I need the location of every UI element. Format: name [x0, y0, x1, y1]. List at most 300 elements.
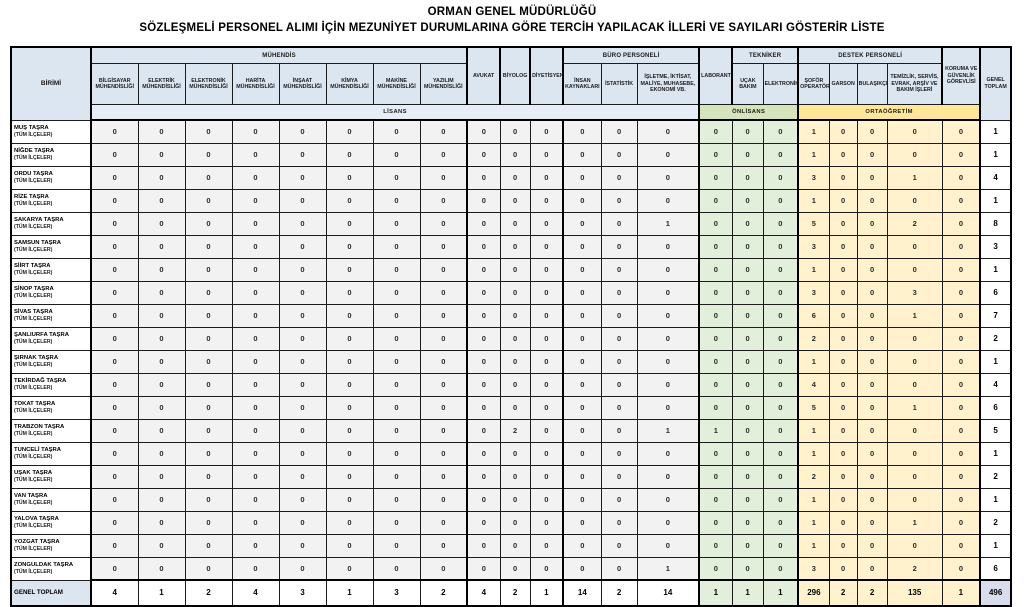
row-label-sub: (TÜM İLÇELER)	[14, 247, 53, 253]
value-cell: 0	[942, 281, 980, 304]
row-label-name: UŞAK TAŞRA	[14, 469, 53, 476]
row-label-name: VAN TAŞRA	[14, 492, 48, 499]
row-total-cell: 4	[980, 166, 1011, 189]
value-cell: 0	[563, 465, 601, 488]
value-cell: 0	[857, 143, 887, 166]
value-cell: 0	[326, 235, 373, 258]
value-cell: 1	[637, 212, 699, 235]
row-label	[11, 189, 91, 212]
row-label	[11, 350, 91, 373]
table-row	[11, 327, 1011, 350]
value-cell: 0	[279, 212, 326, 235]
row-label-name: SAKARYA TAŞRA	[14, 216, 64, 223]
value-cell: 0	[279, 511, 326, 534]
group-header-muhendis: MÜHENDİS	[91, 47, 467, 64]
value-cell: 0	[232, 419, 279, 442]
value-cell: 0	[420, 258, 467, 281]
value-cell: 0	[138, 419, 185, 442]
value-cell: 0	[563, 166, 601, 189]
personnel-allocation-table	[10, 46, 1012, 607]
row-label-name: RİZE TAŞRA	[14, 193, 49, 200]
grand-total-value-cell: 4	[467, 580, 500, 606]
value-cell: 0	[467, 350, 500, 373]
group-header-tekniker: TEKNİKER	[732, 47, 798, 64]
value-cell: 0	[185, 488, 232, 511]
value-cell: 0	[601, 166, 637, 189]
value-cell: 0	[699, 258, 732, 281]
value-cell: 0	[601, 442, 637, 465]
value-cell: 0	[326, 534, 373, 557]
value-cell: 0	[91, 212, 138, 235]
value-cell: 0	[942, 258, 980, 281]
value-cell: 0	[763, 281, 798, 304]
value-cell: 0	[138, 396, 185, 419]
value-cell: 0	[563, 120, 601, 143]
column-header-20: TEMİZLİK, SERVİS, EVRAK, ARŞİV VE BAKIM İŞLERİ	[887, 64, 942, 105]
value-cell: 0	[857, 373, 887, 396]
value-cell: 0	[279, 120, 326, 143]
value-cell: 0	[563, 488, 601, 511]
value-cell: 0	[601, 534, 637, 557]
value-cell: 1	[887, 511, 942, 534]
value-cell: 0	[373, 419, 420, 442]
value-cell: 0	[763, 511, 798, 534]
value-cell: 0	[326, 557, 373, 580]
value-cell: 0	[530, 212, 563, 235]
value-cell: 0	[637, 235, 699, 258]
value-cell: 0	[530, 258, 563, 281]
value-cell: 0	[500, 281, 530, 304]
value-cell: 0	[279, 350, 326, 373]
value-cell: 1	[798, 419, 829, 442]
value-cell: 0	[138, 258, 185, 281]
value-cell: 0	[279, 419, 326, 442]
value-cell: 4	[798, 373, 829, 396]
value-cell: 0	[326, 511, 373, 534]
column-header-0: BİLGİSAYAR MÜHENDİSLİĞİ	[91, 64, 138, 105]
row-total-cell: 1	[980, 442, 1011, 465]
value-cell: 0	[232, 465, 279, 488]
column-header-1: ELEKTRİK MÜHENDİSLİĞİ	[138, 64, 185, 105]
value-cell: 0	[467, 258, 500, 281]
value-cell: 0	[279, 465, 326, 488]
row-label-name: TRABZON TAŞRA	[14, 423, 65, 430]
row-label-sub: (TÜM İLÇELER)	[14, 500, 53, 506]
value-cell: 0	[637, 534, 699, 557]
row-total-cell: 3	[980, 235, 1011, 258]
value-cell: 0	[887, 488, 942, 511]
row-total-cell: 2	[980, 327, 1011, 350]
value-cell: 0	[763, 258, 798, 281]
value-cell: 0	[601, 488, 637, 511]
value-cell: 0	[185, 143, 232, 166]
value-cell: 0	[500, 465, 530, 488]
column-header-13: İŞLETME, İKTİSAT, MALİYE, MUHASEBE, EKONOMİ VB.	[637, 64, 699, 105]
value-cell: 0	[563, 350, 601, 373]
value-cell: 0	[887, 442, 942, 465]
value-cell: 0	[138, 373, 185, 396]
value-cell: 0	[637, 258, 699, 281]
group-header-destek: DESTEK PERSONELİ	[798, 47, 942, 64]
value-cell: 0	[138, 465, 185, 488]
value-cell: 0	[279, 281, 326, 304]
value-cell: 1	[798, 442, 829, 465]
table-row	[11, 281, 1011, 304]
value-cell: 0	[601, 557, 637, 580]
value-cell: 0	[279, 327, 326, 350]
value-cell: 0	[637, 143, 699, 166]
value-cell: 3	[887, 281, 942, 304]
value-cell: 0	[91, 258, 138, 281]
value-cell: 0	[763, 304, 798, 327]
value-cell: 0	[138, 235, 185, 258]
value-cell: 0	[279, 258, 326, 281]
value-cell: 0	[829, 327, 857, 350]
value-cell: 0	[601, 350, 637, 373]
value-cell: 0	[500, 511, 530, 534]
value-cell: 0	[637, 350, 699, 373]
value-cell: 0	[829, 419, 857, 442]
column-header-16: ELEKTRONİK	[763, 64, 798, 105]
value-cell: 0	[420, 143, 467, 166]
value-cell: 0	[637, 465, 699, 488]
value-cell: 0	[637, 442, 699, 465]
value-cell: 1	[798, 258, 829, 281]
column-header-7: YAZILIM MÜHENDİSLİĞİ	[420, 64, 467, 105]
value-cell: 0	[326, 373, 373, 396]
value-cell: 0	[373, 557, 420, 580]
value-cell: 0	[138, 442, 185, 465]
row-total-cell: 4	[980, 373, 1011, 396]
row-total-cell: 1	[980, 258, 1011, 281]
value-cell: 0	[138, 511, 185, 534]
value-cell: 0	[563, 281, 601, 304]
row-label-sub: (TÜM İLÇELER)	[14, 270, 53, 276]
row-label	[11, 511, 91, 534]
row-label-name: YALOVA TAŞRA	[14, 515, 59, 522]
table-row	[11, 258, 1011, 281]
value-cell: 0	[232, 212, 279, 235]
value-cell: 0	[857, 120, 887, 143]
value-cell: 0	[637, 189, 699, 212]
row-label	[11, 488, 91, 511]
value-cell: 0	[279, 373, 326, 396]
value-cell: 0	[601, 212, 637, 235]
value-cell: 0	[857, 304, 887, 327]
row-total-cell: 7	[980, 304, 1011, 327]
value-cell: 0	[563, 396, 601, 419]
row-total-cell: 1	[980, 534, 1011, 557]
value-cell: 0	[563, 304, 601, 327]
value-cell: 0	[829, 350, 857, 373]
value-cell: 0	[420, 304, 467, 327]
value-cell: 0	[601, 396, 637, 419]
value-cell: 0	[500, 327, 530, 350]
value-cell: 0	[942, 419, 980, 442]
table-row	[11, 557, 1011, 580]
value-cell: 0	[326, 120, 373, 143]
value-cell: 0	[232, 511, 279, 534]
grand-total-value-cell: 2	[829, 580, 857, 606]
value-cell: 0	[857, 465, 887, 488]
grand-total-value-cell: 1	[138, 580, 185, 606]
value-cell: 0	[185, 396, 232, 419]
value-cell: 0	[829, 143, 857, 166]
value-cell: 0	[91, 442, 138, 465]
value-cell: 0	[857, 534, 887, 557]
value-cell: 0	[500, 488, 530, 511]
value-cell: 0	[887, 327, 942, 350]
value-cell: 0	[699, 442, 732, 465]
value-cell: 0	[420, 189, 467, 212]
value-cell: 0	[530, 281, 563, 304]
value-cell: 0	[91, 419, 138, 442]
value-cell: 0	[942, 534, 980, 557]
value-cell: 0	[467, 465, 500, 488]
value-cell: 0	[732, 166, 763, 189]
value-cell: 2	[887, 212, 942, 235]
value-cell: 0	[637, 304, 699, 327]
value-cell: 0	[732, 511, 763, 534]
value-cell: 0	[530, 442, 563, 465]
row-total-cell: 1	[980, 488, 1011, 511]
value-cell: 0	[279, 235, 326, 258]
row-label-name: SİİRT TAŞRA	[14, 262, 51, 269]
value-cell: 1	[798, 143, 829, 166]
value-cell: 0	[699, 189, 732, 212]
value-cell: 0	[942, 304, 980, 327]
value-cell: 2	[887, 557, 942, 580]
row-label-name: YOZGAT TAŞRA	[14, 538, 60, 545]
value-cell: 0	[138, 212, 185, 235]
value-cell: 0	[857, 419, 887, 442]
value-cell: 0	[91, 166, 138, 189]
value-cell: 3	[798, 166, 829, 189]
column-header-19: BULAŞIKÇI	[857, 64, 887, 105]
value-cell: 0	[91, 120, 138, 143]
value-cell: 0	[530, 189, 563, 212]
value-cell: 0	[763, 166, 798, 189]
value-cell: 0	[857, 235, 887, 258]
value-cell: 0	[732, 442, 763, 465]
value-cell: 0	[232, 488, 279, 511]
row-label-name: ORDU TAŞRA	[14, 170, 53, 177]
column-header-diyetisyen: DİYETİSYEN	[530, 47, 563, 105]
value-cell: 0	[829, 212, 857, 235]
value-cell: 0	[373, 304, 420, 327]
value-cell: 0	[942, 120, 980, 143]
row-label-name: TUNCELİ TAŞRA	[14, 446, 62, 453]
value-cell: 0	[91, 235, 138, 258]
value-cell: 0	[185, 465, 232, 488]
column-header-6: MAKİNE MÜHENDİSLİĞİ	[373, 64, 420, 105]
value-cell: 2	[500, 419, 530, 442]
row-label	[11, 304, 91, 327]
value-cell: 0	[857, 258, 887, 281]
value-cell: 0	[467, 281, 500, 304]
row-label	[11, 557, 91, 580]
value-cell: 0	[857, 488, 887, 511]
value-cell: 1	[798, 189, 829, 212]
value-cell: 0	[699, 143, 732, 166]
value-cell: 0	[232, 166, 279, 189]
value-cell: 0	[601, 419, 637, 442]
row-label-name: MUŞ TAŞRA	[14, 124, 49, 131]
value-cell: 0	[732, 534, 763, 557]
value-cell: 0	[829, 166, 857, 189]
value-cell: 0	[185, 235, 232, 258]
value-cell: 0	[732, 189, 763, 212]
value-cell: 0	[763, 235, 798, 258]
value-cell: 0	[420, 281, 467, 304]
value-cell: 0	[420, 465, 467, 488]
value-cell: 0	[420, 212, 467, 235]
value-cell: 0	[185, 327, 232, 350]
value-cell: 0	[138, 281, 185, 304]
value-cell: 0	[699, 488, 732, 511]
grand-total-row	[11, 580, 1011, 606]
value-cell: 0	[699, 350, 732, 373]
value-cell: 0	[185, 442, 232, 465]
value-cell: 0	[420, 327, 467, 350]
table-row	[11, 120, 1011, 143]
value-cell: 0	[829, 465, 857, 488]
value-cell: 0	[185, 212, 232, 235]
value-cell: 0	[279, 488, 326, 511]
value-cell: 0	[942, 557, 980, 580]
value-cell: 0	[763, 396, 798, 419]
value-cell: 0	[420, 373, 467, 396]
value-cell: 0	[857, 327, 887, 350]
value-cell: 0	[530, 557, 563, 580]
value-cell: 0	[699, 373, 732, 396]
value-cell: 0	[732, 327, 763, 350]
value-cell: 1	[887, 396, 942, 419]
value-cell: 0	[530, 304, 563, 327]
grand-total-value-cell: 296	[798, 580, 829, 606]
value-cell: 0	[500, 120, 530, 143]
value-cell: 0	[637, 373, 699, 396]
row-label	[11, 212, 91, 235]
value-cell: 0	[601, 465, 637, 488]
row-label-name: ZONGULDAK TAŞRA	[14, 561, 74, 568]
value-cell: 0	[699, 281, 732, 304]
value-cell: 0	[763, 373, 798, 396]
value-cell: 0	[279, 534, 326, 557]
value-cell: 0	[732, 281, 763, 304]
value-cell: 0	[326, 212, 373, 235]
value-cell: 0	[530, 166, 563, 189]
value-cell: 0	[467, 143, 500, 166]
column-header-koruma: KORUMA VE GÜVENLİK GÖREVLİSİ	[942, 47, 980, 105]
value-cell: 0	[91, 557, 138, 580]
grand-total-value-cell: 1	[763, 580, 798, 606]
row-label-sub: (TÜM İLÇELER)	[14, 155, 53, 161]
column-header-12: İSTATİSTİK	[601, 64, 637, 105]
value-cell: 0	[829, 534, 857, 557]
row-label-sub: (TÜM İLÇELER)	[14, 408, 53, 414]
value-cell: 0	[563, 143, 601, 166]
value-cell: 0	[232, 534, 279, 557]
value-cell: 0	[185, 534, 232, 557]
value-cell: 0	[326, 350, 373, 373]
value-cell: 0	[138, 120, 185, 143]
value-cell: 0	[942, 189, 980, 212]
value-cell: 0	[500, 166, 530, 189]
value-cell: 0	[601, 304, 637, 327]
value-cell: 0	[530, 465, 563, 488]
table-row	[11, 419, 1011, 442]
value-cell: 0	[420, 419, 467, 442]
value-cell: 0	[942, 511, 980, 534]
value-cell: 0	[699, 511, 732, 534]
value-cell: 0	[601, 120, 637, 143]
table-row	[11, 304, 1011, 327]
value-cell: 0	[829, 442, 857, 465]
value-cell: 0	[373, 396, 420, 419]
grand-total-value-cell: 2	[185, 580, 232, 606]
value-cell: 1	[637, 419, 699, 442]
value-cell: 1	[798, 534, 829, 557]
value-cell: 0	[887, 235, 942, 258]
value-cell: 0	[500, 258, 530, 281]
table-row	[11, 350, 1011, 373]
value-cell: 0	[326, 442, 373, 465]
value-cell: 0	[500, 557, 530, 580]
value-cell: 3	[798, 281, 829, 304]
value-cell: 0	[326, 465, 373, 488]
row-label-sub: (TÜM İLÇELER)	[14, 293, 53, 299]
value-cell: 0	[91, 304, 138, 327]
row-label-name: ŞANLIURFA TAŞRA	[14, 331, 69, 338]
row-total-cell: 1	[980, 143, 1011, 166]
value-cell: 0	[185, 258, 232, 281]
value-cell: 0	[942, 442, 980, 465]
grand-total-value-cell: 14	[637, 580, 699, 606]
value-cell: 0	[763, 120, 798, 143]
table-row	[11, 166, 1011, 189]
column-header-11: İNSAN KAYNAKLARI	[563, 64, 601, 105]
value-cell: 0	[232, 350, 279, 373]
value-cell: 0	[732, 350, 763, 373]
value-cell: 0	[530, 350, 563, 373]
row-label-sub: (TÜM İLÇELER)	[14, 546, 53, 552]
value-cell: 0	[232, 235, 279, 258]
value-cell: 0	[563, 557, 601, 580]
value-cell: 0	[467, 488, 500, 511]
value-cell: 0	[857, 557, 887, 580]
value-cell: 0	[373, 327, 420, 350]
value-cell: 0	[601, 235, 637, 258]
value-cell: 0	[732, 120, 763, 143]
row-label	[11, 442, 91, 465]
value-cell: 0	[326, 396, 373, 419]
grand-total-value-cell: 4	[91, 580, 138, 606]
value-cell: 0	[420, 166, 467, 189]
table-row	[11, 488, 1011, 511]
value-cell: 0	[699, 166, 732, 189]
value-cell: 0	[500, 396, 530, 419]
table-row	[11, 396, 1011, 419]
value-cell: 6	[798, 304, 829, 327]
value-cell: 0	[601, 511, 637, 534]
value-cell: 0	[563, 235, 601, 258]
value-cell: 0	[185, 166, 232, 189]
value-cell: 0	[279, 442, 326, 465]
value-cell: 0	[232, 304, 279, 327]
value-cell: 0	[138, 488, 185, 511]
value-cell: 0	[373, 189, 420, 212]
